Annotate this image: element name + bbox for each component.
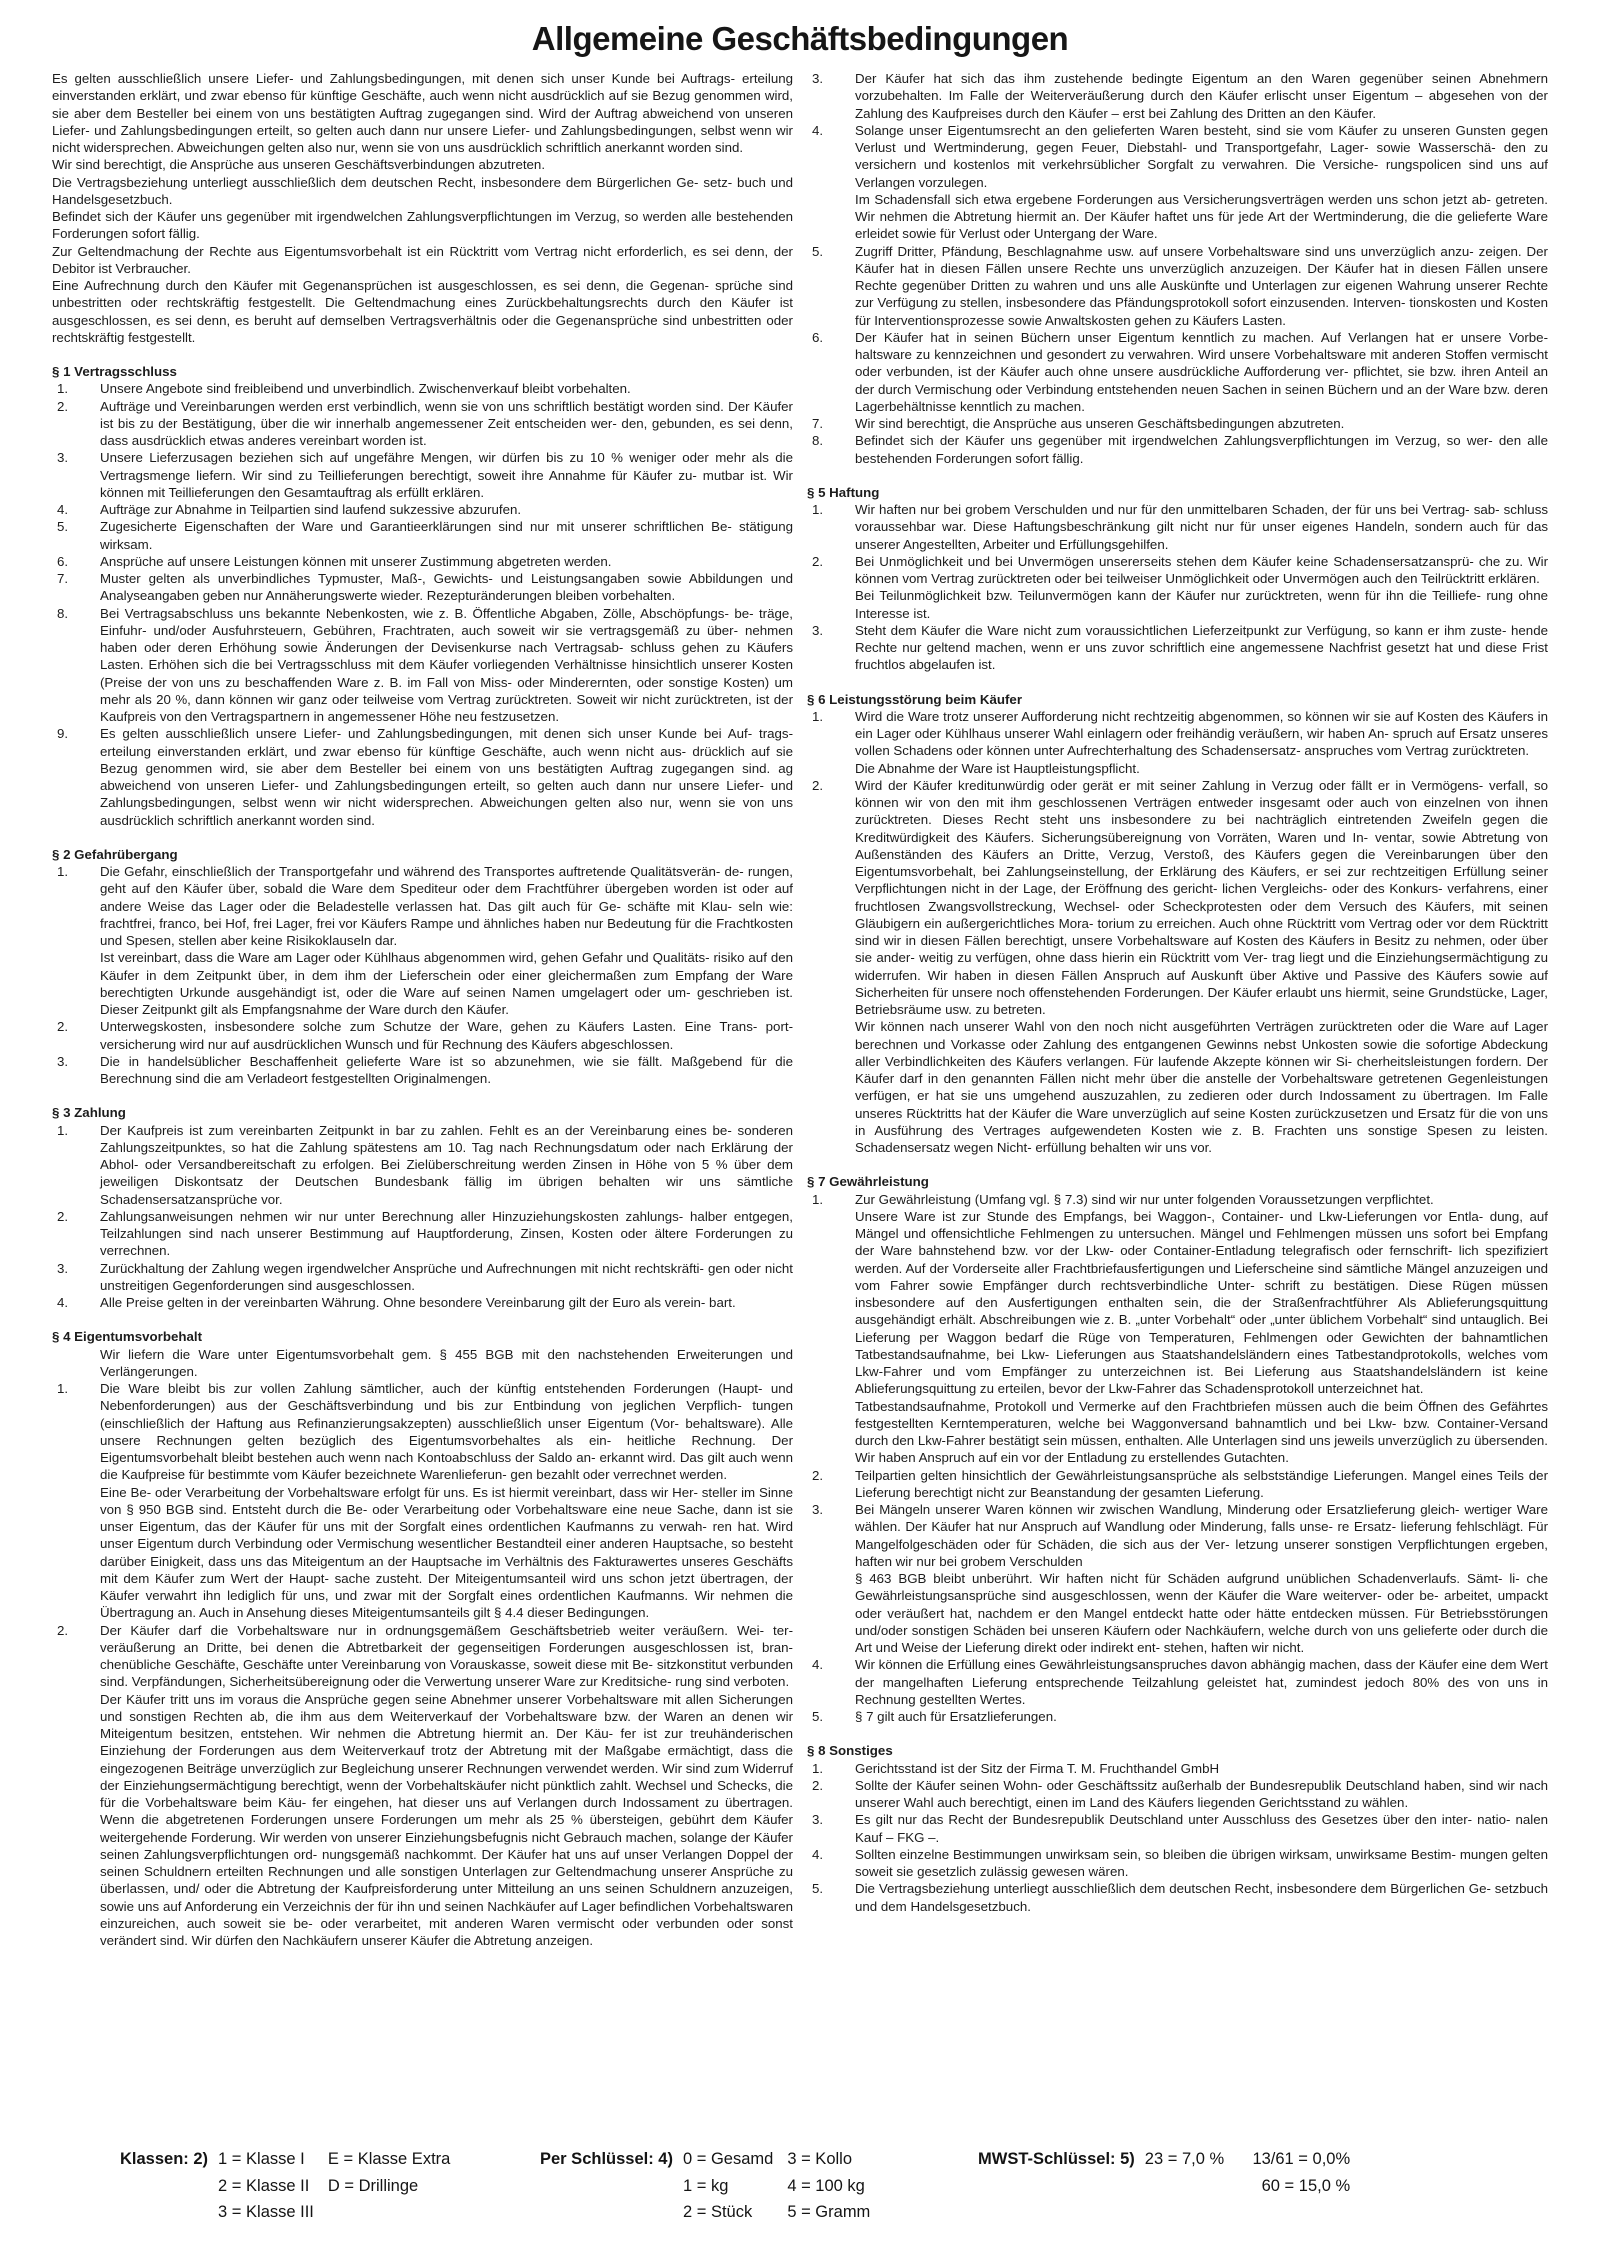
item-number: 3. <box>812 1812 824 1828</box>
intro-paragraph: Wir sind berechtigt, die Ansprüche aus unseren Geschäftsverbindungen abzutreten. <box>52 157 546 173</box>
legend-entry: 4 = 100 kg <box>787 2176 865 2195</box>
legend-entry: 1 = kg <box>682 2176 729 2195</box>
item-text: Zurückhaltung der Zahlung wegen irgendwelcher Ansprüche und Aufrechnungen mit nicht rechtskräfti- gen oder nicht unstreitigen Gegenforderungen sind ausgeschlossen. <box>100 1260 793 1293</box>
item-text: Ansprüche auf unsere Leistungen können mit unserer Zustimmung abgetreten werden. <box>100 553 612 569</box>
section-heading: § 7 Gewährleistung <box>807 1174 929 1190</box>
item-number: 2. <box>57 1208 69 1224</box>
legend-entry <box>1145 2199 1224 2226</box>
section-heading: § 6 Leistungsstörung beim Käufer <box>807 691 1023 707</box>
list-item <box>807 1501 1548 1570</box>
legend-entry: 3 = Klasse III <box>218 2203 314 2221</box>
list-item <box>807 1191 1548 1208</box>
list-item <box>807 708 1548 760</box>
list-item <box>807 329 1548 415</box>
list-item <box>52 725 793 829</box>
list-item <box>807 1656 1548 1708</box>
item-number: 1. <box>812 708 824 724</box>
item-number: 4. <box>812 1846 824 1862</box>
item-text: Bei Vertragsabschluss uns bekannte Nebenkosten, wie z. B. Öffentliche Abgaben, Zölle, Abschöpfungs- be- träge, Einfuhr- und/oder Ausfuhrsteuern, Gebühren, Frachtraten, auch soweit wir sie vertragsgemäß zu über- nehmen haben oder deren Erhöhung sowie Änderungen der Devisenkurse nach Vertragsab- schluss gehen zu Käufers Lasten. Erhöhen sich die bei Vertragsschluss mit dem Käufer vorliegenden Verhältnisse hinsichtlich unserer Kosten (Preise der von uns zu beschaffenden Ware z. B. im Fall von Miss- oder Minderernten, oder sonstige Kosten) um mehr als 20 %, dann können wir ganz oder teilweise vom Vertrag zurücktreten. Soweit wir nicht zurücktreten, ist der Kaufpreis von den Vertragspartnern in angemessener Höhe neu festzusetzen. <box>100 605 793 724</box>
item-text: Aufträge und Vereinbarungen werden erst verbindlich, wenn sie von uns schriftlich bestätigt worden sind. Der Käufer ist bis zu der Bestätigung, über die wir innerhalb angemessener Zeit entscheiden wer- den, gebunden, es sei denn, dass ausdrücklich etwas anderes vereinbart worden ist. <box>100 398 793 448</box>
list-item <box>52 1622 793 1691</box>
legend-entry: 2 = Klasse II <box>218 2176 310 2195</box>
list-item <box>807 243 1548 329</box>
item-number: 1. <box>57 381 69 397</box>
item-number: 1. <box>57 864 69 879</box>
legend-group-klassen <box>120 2146 464 2226</box>
item-continuation: Wir können nach unserer Wahl von den noch nicht ausgeführten Verträgen zurücktreten oder die Ware auf Lager berechnen und Vorkasse oder Zahlung des entgangenen Gewinns nebst Unkosten sowie die sofortige Abdeckung aller Verbindlichkeiten des Käufers verlangen. Für laufende Akzepte können wir Si- cherheitsleistungen fordern. Der Käufer darf in den genannten Fällen nicht mehr über die anstelle der Vorbehaltsware getretenen Gegenleistungen verfügen, er hat sie uns umgehend auszuzahlen, zu zedieren oder durch Indossament zu übertragen. Im Falle unseres Rücktritts hat der Käufer die Ware unverzüglich auf seine Kosten zurückzusetzen und Ersatz für die von uns in Ausführung des Vertrages aufgewendeten Kosten wie z. B. Frachten uns sonstige Spesen zu leisten. Schadensersatz wegen Nicht- erfüllung behalten wir uns vor. <box>855 1019 1548 1155</box>
item-text: Die Ware bleibt bis zur vollen Zahlung sämtlicher, auch der künftig entstehenden Forderungen (Haupt- und Nebenforderungen) aus der Geschäftsverbindung und bis zur Entbindung von jeglichen Verpflich- tungen (einschließlich der Haftung aus Refinanzierungsakzepten) ausschließlich unser Eigentum (Vor- behaltsware). Alle unsere Rechnungen gelten bezüglich des Eigentumsvorbehaltes als ein- heitliche Rechnung. Der Eigentumsvorbehalt bleibt bestehen auch wenn nach Kontoabschluss der Saldo an- erkannt wird. Das gilt auch wenn die Kaufpreise für bestimmte vom Käufer bezeichnete Warenlieferun- gen bezahlt oder verrechnet werden. <box>100 1381 793 1483</box>
item-text: § 7 gilt auch für Ersatzlieferungen. <box>855 1709 1057 1724</box>
item-number: 2. <box>812 1467 824 1483</box>
legend-label: MWST-Schlüssel: 5) <box>978 2150 1135 2168</box>
section-heading: § 1 Vertragsschluss <box>52 364 177 379</box>
list-item <box>52 1260 793 1295</box>
legend-column <box>787 2146 870 2226</box>
legend-entry: 5 = Gramm <box>787 2203 871 2221</box>
item-number: 2. <box>812 777 824 793</box>
legend-column <box>1238 2146 1350 2226</box>
item-continuation: Die Abnahme der Ware ist Hauptleistungspflicht. <box>855 760 1140 776</box>
legend-entry: 60 = 15,0 % <box>1261 2176 1351 2195</box>
item-number: 3. <box>812 1502 824 1517</box>
item-text: Steht dem Käufer die Ware nicht zum voraussichtlichen Lieferzeitpunkt zur Verfügung, so kann er ihm zuste- hende Rechte nur geltend machen, wenn er uns zuvor schriftlich eine angemessene Nachfrist gesetzt hat und diese Frist fruchtlos abgelaufen ist. <box>855 622 1548 673</box>
item-text: Bei Unmöglichkeit und bei Unvermögen unsererseits stehen dem Käufer keine Schadensersatzansprü- che zu. Wir können vom Vertrag zurücktreten oder bei teilweiser Unmöglichkeit oder Unvermögen auch den Teilrücktritt erklären. <box>855 553 1548 586</box>
item-number: 5. <box>812 243 824 259</box>
item-text: Es gelten ausschließlich unsere Liefer- und Zahlungsbedingungen, mit denen sich unser Kunde bei Auf- trags- erteilung einverstanden erklärt, und zwar ebenso für künftige Geschäfte, auch wenn nicht aus- drücklich auf sie Bezug genommen wird, sie aber dem Besteller bei einem von uns bestätigten Auftrag zugegangen sind. ag abweichend von unseren Liefer- und Zahlungsbedingungen erteilt, so gelten auch dann nur unsere Liefer- und Zahlungsbedingungen, selbst wenn wir nicht widersprechen. Abweichungen gelten also nur, wenn sie von uns ausdrücklich schriftlich anerkannt worden sind. <box>100 726 793 828</box>
section-heading: § 4 Eigentumsvorbehalt <box>52 1329 202 1345</box>
legend-column <box>1145 2146 1224 2226</box>
item-text: Wir haften nur bei grobem Verschulden und nur für den unmittelbaren Schaden, der für uns bei Vertrag- sab- schluss voraussehbar war. Diese Haftungsbeschränkung gilt nicht nur für unser eigenes Handeln, sondern auch für das unserer Angestellten, Arbeiter und Erfüllungsgehilfen. <box>855 502 1548 552</box>
item-text: Wird der Käufer kreditunwürdig oder gerät er mit seiner Zahlung in Verzug oder fällt er in Vermögens- verfall, so können wir von den mit ihm geschlossenen Verträgen entweder insgesamt oder auch von einzelnen von ihnen zurücktreten. Dieses Recht steht uns insbesondere zu bei nachträglich eintretenden Zweifeln gegen die Kreditwürdigkeit des Käufers. Sicherungsübereignung von Vorräten, Waren und In- ventar, sowie Abtretung von Außenständen des Käufers an Dritte, Verzug, Verstoß, des Käufers gegen die Vereinbarungen über den Eigentumsvorbehalt, bei Zahlungseinstellung, der Erklärung des Käufers, er sei zur rechtzeitigen Erfüllung seiner Verpflichtungen nicht in der Lage, der Eröffnung des gericht- lichen Vergleichs- oder des Konkurs- verfahrens, einer fruchtlosen Zwangsvollstreckung, Wechsel- oder Scheckprotesten oder dem Versuch des Käufers, mit seinen Gläubigern ein außergerichtliches Mora- torium zu erreichen. Auch ohne Rücktritt vom Vertrag oder vor dem Rücktritt sind wir in diesen Fällen berechtigt, unsere Vorbehaltsware auf Kosten des Käufers in Besitz zu nehmen, oder über sie ander- weitig zu verfügen, ohne dass hierin ein Rücktritt vom Ver- trag liegt und die Einziehungsermächtigung zu widerrufen. Wir haben in diesen Fällen Anspruch auf Auskunft über Aktive und Passive des Käufers sowie auf Sicherheiten für unsere noch offenstehenden Forderungen. Der Käufer erlaubt uns hiermit, seine Grundstücke, Lager, Betriebsräume usw. zu betreten. <box>855 777 1548 1017</box>
item-number: 5. <box>812 1881 824 1897</box>
item-text: Befindet sich der Käufer uns gegenüber mit irgendwelchen Zahlungsverpflichtungen im Verzug, so wer- den alle bestehenden Forderungen sofort fällig. <box>855 433 1548 466</box>
list-item <box>52 398 793 450</box>
intro-paragraph: Zur Geltendmachung der Rechte aus Eigentumsvorbehalt ist ein Rücktritt vom Vertrag nicht erforderlich, es sei denn, der Debitor ist Verbraucher. <box>52 243 793 276</box>
item-text: Alle Preise gelten in der vereinbarten Währung. Ohne besondere Vereinbarung gilt der Euro als verein- bart. <box>100 1295 736 1310</box>
item-text: Aufträge zur Abnahme in Teilpartien sind laufend sukzessive abzurufen. <box>100 502 522 517</box>
legend-entry <box>1238 2199 1350 2226</box>
list-item <box>807 432 1548 467</box>
list-item <box>807 777 1548 1019</box>
list-item <box>52 1053 793 1088</box>
legend-entry: E = Klasse Extra <box>327 2150 451 2168</box>
list-item <box>807 1760 1548 1777</box>
item-number: 1. <box>812 1760 824 1776</box>
intro-paragraph: Eine Aufrechnung durch den Käufer mit Gegenansprüchen ist ausgeschlossen, es sei denn, die Gegenan- sprüche sind unbestritten oder rechtskräftig festgestellt. Die Geltendmachung eines Zurückbehaltungsrechts durch den Käufer ist ausgeschlossen, es sei denn, es beruht auf demselben Vertragsverhältnis oder die Gegenansprüche sind unbestritten oder rechtskräftig festgestellt. <box>52 278 793 345</box>
item-text: Sollte der Käufer seinen Wohn- oder Geschäftssitz außerhalb der Bundesrepublik Deutschland haben, sind wir nach unserer Wahl auch berechtigt, einen im Land des Käufers liegenden Gerichtsstand zu wählen. <box>855 1777 1548 1810</box>
legend-entry: 23 = 7,0 % <box>1144 2150 1225 2168</box>
item-number: 4. <box>812 122 824 138</box>
item-text: Der Käufer darf die Vorbehaltsware nur in ordnungsgemäßem Geschäftsbetrieb weiter veräußern. Wei- ter- veräußerung an Dritte, bei denen die Abtretbarkeit der gegenseitigen Forderungen ausgeschlossen ist, bran- chenübliche Geschäfte, Geschäfte unter Vereinbarung von Vorauskasse, soweit diese mit Be- sitzkonstitut verbunden sind. Verpfändungen, Sicherheitsübereignung oder die Verwertung unserer Ware zur Kreditsiche- rung sind verboten. <box>100 1622 793 1690</box>
list-item <box>807 415 1548 432</box>
item-continuation: Im Schadensfall sich etwa ergebene Forderungen aus Versicherungsverträgen werden uns schon jetzt ab- getreten. Wir nehmen die Abtretung hiermit an. Der Käufer haftet uns für jede Art der Wertminderung, die die gelieferte Ware erleidet sowie für Verlust oder Untergang der Ware. <box>855 191 1548 242</box>
list-item <box>52 380 793 397</box>
list-item <box>807 122 1548 191</box>
legend-column <box>683 2146 773 2226</box>
list-item <box>807 70 1548 122</box>
item-continuation: Der Käufer tritt uns im voraus die Ansprüche gegen seine Abnehmer unserer Vorbehaltsware mit allen Sicherungen und sonstigen Rechten ab, die ihm aus dem Weiterverkauf der Vorbehaltsware bzw. der Waren an denen wir Miteigentum besitzen, entstehen. Wir nehmen die Abtretung hiermit an. Der Käu- fer ist zur treuhänderischen Einziehung der Forderungen aus dem Weiterverkauf trotz der Abtretung mit der Maßgabe ermächtigt, dass die eingezogenen Beiträge unverzüglich zur Begleichung unserer Rechnungen verwendet werden. Wir sind zum Widerruf der Einziehungsermächtigung berechtigt, wenn der Vorbehaltskäufer nicht pünktlich zahlt. Wechsel und Schecks, die für die Vorbehaltsware beim Käu- fer eingehen, hat dieser uns auf Verlangen durch Indossament zu übertragen. Wenn die abgetretenen Forderungen unsere Forderungen um mehr als 25 % übersteigen, gebührt dem Käufer weitergehende Forderung. Wir werden von unserer Einziehungsbefugnis nicht Gebrauch machen, solange der Käufer seinen Zahlungsverpflichtungen ord- nungsgemäß nachkommt. Der Käufer hat uns auf unser Verlangen Doppel der seinen Schuldnern erteilten Rechnungen und alle sonstigen Unterlagen zur Geltendmachung unserer Ansprüche zu überlassen, und/ oder die Abtretung der Kaufpreisforderung unter Mitteilung an uns seinen Schuldnern anzuzeigen, sowie uns auf Anforderung ein Verzeichnis der für ihn und seinen Nachkäufer auf Lager befindlichen Vorbehaltswaren einzureichen, auch soweit sie be- oder verarbeitet, mit anderen Waren vermischt oder verbunden oder sonst verändert sind. Wir dürfen den Nachkäufern unserer Käufer die Abtretung anzeigen. <box>100 1691 793 1948</box>
item-number: 6. <box>57 553 69 569</box>
intro-paragraph: Die Vertragsbeziehung unterliegt ausschließlich dem deutschen Recht, insbesondere dem Bürgerlichen Ge- setz- buch und Handelsgesetzbuch. <box>52 174 793 207</box>
item-text: Gerichtsstand ist der Sitz der Firma T. M. Fruchthandel GmbH <box>855 1760 1220 1776</box>
item-number: 3. <box>57 1260 69 1276</box>
item-number: 8. <box>57 605 69 621</box>
item-continuation: § 463 BGB bleibt unberührt. Wir haften nicht für Schäden aufgrund unüblichen Schadenverlaufs. Sämt- li- che Gewährleistungsansprüche sind ausgeschlossen, wenn der Käufer die Ware weiterver- oder be- arbeitet, umpackt oder veräußert hat, nachdem er den Mangel entdeckt hatte oder hätte entdecken müssen. Für Betriebsstörungen und/oder sonstigen Schäden bei unseren Käufern oder Nachkäufern, welche durch von uns gelieferte oder durch die Art und Weise der Lieferung direkt oder indirekt ent- stehen, haften wir nicht. <box>855 1571 1548 1655</box>
item-continuation: Wir liefern die Ware unter Eigentumsvorbehalt gem. § 455 BGB mit den nachstehenden Erweiterungen und Verlängerungen. <box>100 1346 793 1379</box>
list-item <box>52 553 793 570</box>
item-number: 4. <box>812 1657 824 1673</box>
item-number: 3. <box>812 71 824 86</box>
item-number: 1. <box>812 502 824 517</box>
item-number: 8. <box>812 433 824 449</box>
list-item <box>52 1018 793 1053</box>
item-number: 3. <box>57 1053 69 1069</box>
list-item <box>807 501 1548 553</box>
list-item <box>52 605 793 726</box>
item-number: 7. <box>812 416 824 431</box>
legend-label: Klassen: 2) <box>120 2150 209 2168</box>
item-text: Solange unser Eigentumsrecht an den gelieferten Waren besteht, sind sie vom Käufer zu unseren Gunsten gegen Verlust und Wertminderung, gegen Feuer, Diebstahl- und Transportgefahr, Lager- sowie Wasserschä- den zu versichern und kostenlos mit verkehrsüblicher Sorgfalt zu verwahren. Die Versiche- rungspolicen sind uns auf Verlangen vorzulegen. <box>855 122 1548 190</box>
section-heading: § 8 Sonstiges <box>807 1743 893 1759</box>
legend <box>0 2146 1600 2246</box>
list-item <box>807 1846 1548 1881</box>
left-column <box>52 70 793 1949</box>
page-title: Allgemeine Geschäftsbedingungen <box>531 20 1069 57</box>
list-item <box>52 1380 793 1484</box>
legend-group-per-schluessel <box>540 2146 884 2226</box>
list-item <box>807 1880 1548 1915</box>
legend-entry: 2 = Stück <box>682 2203 753 2221</box>
item-text: Muster gelten als unverbindliches Typmuster, Maß-, Gewichts- und Leistungsangaben sowie Abbildungen und Analyseangaben geben nur Annäherungswerte wieder. Rezepturänderungen bleiben vorbehalten. <box>100 571 793 604</box>
list-item <box>807 1811 1548 1846</box>
item-number: 7. <box>57 571 69 586</box>
item-text: Unsere Angebote sind freibleibend und unverbindlich. Zwischenverkauf bleibt vorbehalten. <box>100 381 631 397</box>
item-text: Die Vertragsbeziehung unterliegt ausschließlich dem deutschen Recht, insbesondere dem Bürgerlichen Ge- setzbuch und dem Handelsgesetzbuch. <box>855 1881 1548 1914</box>
item-number: 4. <box>57 1295 69 1310</box>
item-number: 2. <box>812 1777 824 1793</box>
document-body <box>0 58 1600 1949</box>
item-text: Die in handelsüblicher Beschaffenheit gelieferte Ware ist so abzunehmen, wie sie fällt. Maßgebend für die Berechnung sind die am Verladeort festgestellten Originalmengen. <box>100 1053 793 1086</box>
item-text: Zur Gewährleistung (Umfang vgl. § 7.3) sind wir nur unter folgenden Voraussetzungen verpflichtet. <box>855 1191 1434 1207</box>
list-item <box>52 518 793 553</box>
item-text: Zugesicherte Eigenschaften der Ware und Garantieerklärungen sind nur mit unserer schriftlichen Be- stätigung wirksam. <box>100 519 793 552</box>
section-heading: § 2 Gefahrübergang <box>52 846 178 862</box>
list-item <box>52 449 793 501</box>
legend-column <box>328 2146 450 2226</box>
legend-entry: D = Drillinge <box>327 2176 419 2195</box>
legend-entry: 1 = Klasse I <box>218 2150 305 2168</box>
item-text: Wir können die Erfüllung eines Gewährleistungsanspruches davon abhängig machen, dass der Käufer eine dem Wert der mangelhaften Lieferung entsprechende Teilzahlung geleistet hat, zumindest jedoch 80% des von uns in Rechnung gestellten Wertes. <box>855 1657 1548 1707</box>
item-number: 1. <box>57 1122 69 1138</box>
section-heading: § 5 Haftung <box>807 484 880 500</box>
list-item <box>807 1777 1548 1812</box>
item-number: 1. <box>812 1191 824 1207</box>
item-number: 9. <box>57 726 69 742</box>
legend-label: Per Schlüssel: 4) <box>540 2150 673 2168</box>
list-item <box>807 1467 1548 1502</box>
legend-entry <box>1145 2173 1224 2200</box>
list-item <box>807 1708 1548 1725</box>
intro-paragraph: Es gelten ausschließlich unsere Liefer- und Zahlungsbedingungen, mit denen sich unser Kunde bei Auftrags- erteilung einverstanden erklärt, und zwar ebenso für künftige Geschäfte, auch wenn nicht ausdrücklich auf sie Bezug genommen wird, sie aber dem Besteller bei einem von uns bestätigten Auftrag zugegangen sind. Wird der Auftrag abweichend von unseren Liefer- und Zahlungsbedingungen erteilt, so gelten auch dann nur unsere Liefer- und Zahlungsbedingungen, selbst wenn wir nicht widersprechen. Abweichungen gelten also nur, wenn sie von uns ausdrücklich schriftlich anerkannt worden sind. <box>52 71 793 155</box>
list-item <box>52 863 793 949</box>
item-number: 1. <box>57 1381 69 1396</box>
item-number: 5. <box>57 519 69 535</box>
item-number: 4. <box>57 502 69 517</box>
item-text: Der Käufer hat sich das ihm zustehende bedingte Eigentum an den Waren gegenüber seinen Abnehmern vorzubehalten. Im Falle der Weiterveräußerung durch den Käufer erlischt unser Eigentum – abgesehen von der Zahlung des Kaufpreises durch den Käufer – erst bei Zahlung des Dritten an den Käufer. <box>855 71 1548 121</box>
item-text: Unterwegskosten, insbesondere solche zum Schutze der Ware, gehen zu Käufers Lasten. Eine Trans- port- versicherung wird nur auf ausdrücklichen Wunsch und für Rechnung des Käufers abgeschlossen. <box>100 1019 793 1052</box>
item-number: 3. <box>57 450 69 466</box>
item-number: 5. <box>812 1709 824 1724</box>
legend-group-mwst-schluessel <box>978 2146 1350 2226</box>
item-continuation: Eine Be- oder Verarbeitung der Vorbehaltsware erfolgt für uns. Es ist hiermit vereinbart, dass wir Her- steller im Sinne von § 950 BGB sind. Entsteht durch die Be- oder Verarbeitung oder Vorbehaltsware eine neue Sache, dann ist sie unser Eigentum, das der Käufer für uns mit der Sorgfalt eines ordentlichen Kaufmanns zu verwah- ren hat. Wird unser Eigentum durch Verbindung oder Vermischung wesentlicher Bestandteil einer anderen Hauptsache, so besteht darüber Einigkeit, dass uns das Miteigentum an der Hauptsache im Verhältnis des Fakturawertes unseres Geschäfts mit dem Käufer zum Wert der Haupt- sache zusteht. Der Miteigentumsanteil wird uns schon jetzt übertragen, der Käufer verwahrt ihn lediglich für uns, und zwar mit der Sorgfalt eines ordentlichen Kaufmanns. Wir nehmen die Übertragung an. Auch in Ansehung dieses Miteigentumsanteils gilt § 4.4 dieser Bedingungen. <box>100 1484 793 1621</box>
item-text: Zahlungsanweisungen nehmen wir nur unter Berechnung aller Hinzuziehungskosten zahlungs- halber entgegen, Teilzahlungen sind nach unserer Bestimmung auf Hauptforderung, Zinsen, Kosten oder ältere Forderungen zu verrechnen. <box>100 1208 793 1259</box>
list-item <box>807 622 1548 674</box>
item-text: Wir sind berechtigt, die Ansprüche aus unseren Geschäftsbedingungen abzutreten. <box>855 416 1345 431</box>
list-item <box>52 1208 793 1260</box>
item-text: Unsere Lieferzusagen beziehen sich auf ungefähre Mengen, wir dürfen bis zu 10 % weniger oder mehr als die Vertragsmenge liefern. Wir sind zu Teillieferungen berechtigt, soweit ihre Annahme für Käufer zu- mutbar ist. Wir können mit Teillieferungen den Gesamtauftrag als erfüllt erklären. <box>100 450 793 500</box>
list-item <box>52 570 793 605</box>
item-text: Zugriff Dritter, Pfändung, Beschlagnahme usw. auf unsere Vorbehaltsware sind uns unverzüglich anzu- zeigen. Der Käufer hat in diesen Fällen unsere Rechte uns unverzüglich anzuzeigen. Der Käufer hat in diesen Fällen unsere Rechte gegenüber Dritten zu wahren und uns alle Auskünfte und Unterlagen zur eigenen Wahrung unserer Rechte zur Verfügung zu stellen, insbesondere das Pfändungsprotokoll sofort einzusenden. Interven- tionskosten und Kosten für Interventionsprozesse sowie Anwaltskosten gehen zu Käufers Lasten. <box>855 243 1548 328</box>
item-text: Der Kaufpreis ist zum vereinbarten Zeitpunkt in bar zu zahlen. Fehlt es an der Vereinbarung eines be- sonderen Zahlungszeitpunktes, so hat die Zahlung spätestens am 10. Tag nach Rechnungsdatum oder nach Erklärung der Abhol- oder Versandbereitschaft zu erfolgen. Bei Zielüberschreitung werden Zinsen in Höhe von 5 % über dem jeweiligen Diskontsatz der Deutschen Bundesbank fällig im übrigen behalten wir uns sämtliche Schadensersatzansprüche vor. <box>100 1122 793 1207</box>
item-number: 6. <box>812 329 824 345</box>
list-item <box>807 553 1548 588</box>
legend-entry: 3 = Kollo <box>787 2150 852 2168</box>
legend-entry: 0 = Gesamd <box>682 2150 774 2168</box>
item-text: Der Käufer hat in seinen Büchern unser Eigentum kenntlich zu machen. Auf Verlangen hat er unsere Vorbe- haltsware zu kennzeichnen und gesondert zu verwahren. Wird unsere Vorbehaltsware mit anderen Stoffen vermischt oder verbunden, ist der Käufer auch ohne unsere ausdrückliche Aufforderung ver- pflichtet, sie bzw. ihren Anteil an der durch Vermischung oder Verbindung entstehenden neuen Sachen in seinen Büchern und an der Ware bzw. deren Lagerbehältnisse kenntlich zu machen. <box>855 329 1548 414</box>
legend-column <box>218 2146 314 2226</box>
item-text: Die Gefahr, einschließlich der Transportgefahr und während des Transportes auftretende Qualitätsverän- de- rungen, geht auf den Käufer über, sobald die Ware dem Spediteur oder dem Frachtführer übergeben worden ist oder auf andere Weise das Lager oder die Beladestelle verlassen hat. Das gilt auch für Ge- schäfte mit Klau- seln wie: frachtfrei, franco, bei Hof, frei Lager, frei vor Käufers Rampe und ähnliches haben nur Bedeutung für die Frachtkosten und Spesen, stellen aber keine Risikoklauseln dar. <box>100 864 793 948</box>
item-text: Teilpartien gelten hinsichtlich der Gewährleistungsansprüche als selbstständige Lieferungen. Mangel eines Teils der Lieferung berechtigt nicht zur Beanstandung der gesamten Lieferung. <box>855 1467 1548 1500</box>
item-continuation: Ist vereinbart, dass die Ware am Lager oder Kühlhaus abgenommen wird, gehen Gefahr und Qualitäts- risiko auf den Käufer in dem Zeitpunkt über, in dem ihm der Lieferschein oder einer gleichermaßen zum Empfang der Ware berechtigten Urkunde ausgehändigt ist, oder die Ware auf seinen Namen umgelagert oder um- geschrieben ist. Dieser Zeitpunkt gilt als Empfangsnahme der Ware durch den Käufer. <box>100 950 793 1017</box>
item-continuation: Unsere Ware ist zur Stunde des Empfangs, bei Waggon-, Container- und Lkw-Lieferungen vor Entla- dung, auf Mängel und offensichtliche Fehlmengen zu untersuchen. Mängel und Fehlmengen müssen uns sofort bei Empfang der Ware bahnstehend bzw. vor der Lkw- oder Container-Entladung telegrafisch oder fernschrift- lich spezifiziert werden. Auf der Vorderseite aller Frachtbriefausfertigungen und Lieferscheine sind sämtliche Mängel anzuzeigen und vom Fahrer sowie Empfänger durch rechtsverbindliche Unter- schrift zu bestätigen. Diese Rügen müssen insbesondere auf den Ausfertigungen enthalten sein, die der Straßenfrachtführer Als Ablieferungsquittung ausgehändigt erhält. Abschreibungen wie z. B. „unter Vorbehalt“ oder „unter üblichem Vorbehalt“ sind untauglich. Bei Lieferung per Waggon bedarf die Rüge von Temperaturen, Fehlmengen oder Gewichten der bahnamtlichen Tatbestandsaufnahme, bei Lkw- Lieferungen aus Staatshandelsländern eines Tatbestandprotokolls, welches vom Lkw-Fahrer und vom Empfänger zu unterzeichnen ist. Bei Lieferung aus Staatshandelsländern ist keine Ablieferungsquittung zu erteilen, bevor der Lkw-Fahrer das Schadensprotokoll unterzeichnet hat. <box>855 1208 1548 1397</box>
section-heading: § 3 Zahlung <box>52 1105 126 1121</box>
legend-entry: 13/61 = 0,0% <box>1252 2150 1351 2168</box>
right-column <box>807 70 1548 1949</box>
item-continuation: Tatbestandsaufnahme, Protokoll und Vermerke auf den Frachtbriefen müssen auch die beim Öffnen des Gefährtes festgestellten Kerntemperaturen, welche bei Waggonversand bahnamtlich und bei Lkw- bzw. Container-Versand durch den Lkw-Fahrer bestätigt sein müssen, enthalten. Alle Unterlagen sind uns jeweils unverzüglich zu übersenden. Wir haben Anspruch auf ein vor der Entladung zu erstellendes Gutachten. <box>855 1398 1548 1466</box>
intro-paragraph: Befindet sich der Käufer uns gegenüber mit irgendwelchen Zahlungsverpflichtungen im Verzug, so werden alle bestehenden Forderungen sofort fällig. <box>52 209 793 242</box>
item-text: Wird die Ware trotz unserer Aufforderung nicht rechtzeitig abgenommen, so können wir sie auf Kosten des Käufers in ein Lager oder Kühlhaus unserer Wahl einlagern oder freihändig veräußern, wir haben An- spruch auf Ersatz unseres vollen Schadens oder können unter Aufrechterhaltung des Schadensersatz- anspruches vom Vertrag zurücktreten. <box>855 708 1548 759</box>
item-number: 3. <box>812 622 824 638</box>
list-item <box>52 1122 793 1208</box>
item-continuation: Bei Teilunmöglichkeit bzw. Teilunvermögen kann der Käufer nur zurücktreten, wenn für ihn die Teilliefe- rung ohne Interesse ist. <box>855 588 1548 621</box>
list-item <box>52 1294 793 1311</box>
item-number: 2. <box>812 553 824 569</box>
list-item <box>52 501 793 518</box>
item-number: 2. <box>57 1622 69 1638</box>
item-number: 2. <box>57 1019 69 1035</box>
item-number: 2. <box>57 398 69 414</box>
item-text: Bei Mängeln unserer Waren können wir zwischen Wandlung, Minderung oder Ersatzlieferung gleich- wertiger Ware wählen. Der Käufer hat nur Anspruch auf Wandlung oder Minderung, falls unse- re Ersatz- lieferung fehlschlägt. Für Mangelfolgeschäden oder für Schäden, die sich aus der Ver- letzung unserer sonstigen Verpflichtungen ergeben, haften wir nur bei grobem Verschulden <box>855 1502 1548 1569</box>
item-text: Sollten einzelne Bestimmungen unwirksam sein, so bleiben die übrigen wirksam, unwirksame Bestim- mungen gelten soweit sie gesetzlich zulässig gewesen wären. <box>855 1846 1548 1879</box>
item-text: Es gilt nur das Recht der Bundesrepublik Deutschland unter Ausschluss des Gesetzes über den inter- natio- nalen Kauf – FKG –. <box>855 1812 1548 1845</box>
legend-entry <box>328 2199 450 2226</box>
